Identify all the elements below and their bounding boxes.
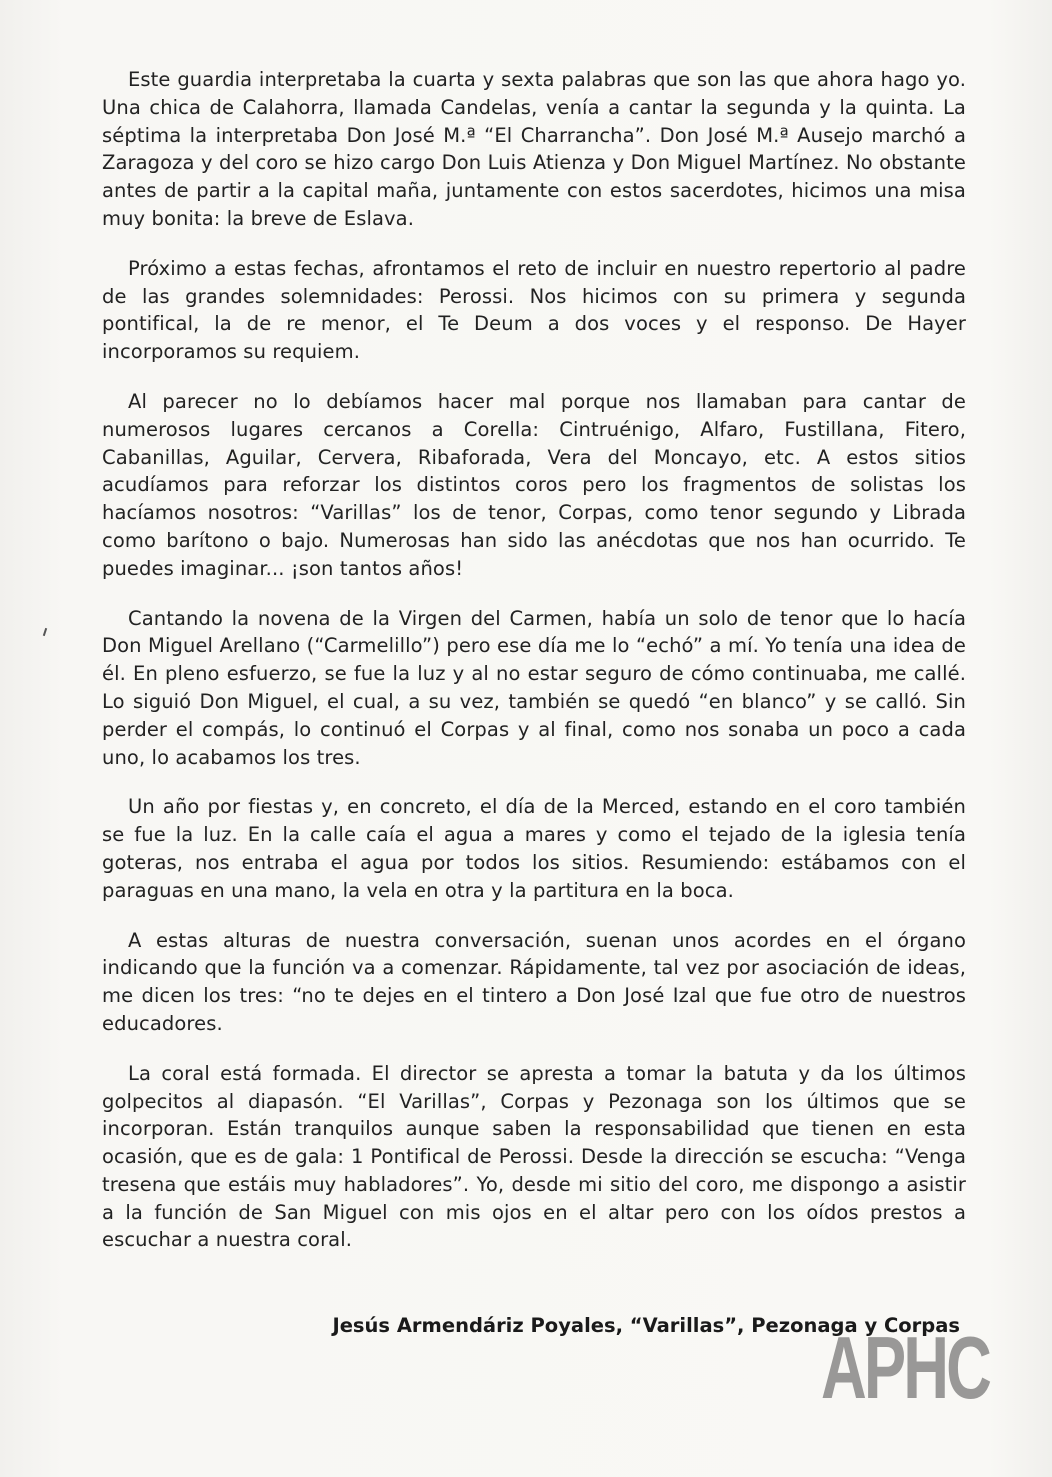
paragraph-2: Próximo a estas fechas, afrontamos el reto de incluir en nuestro repertorio al padre de las grandes solemnidades: Perossi. Nos hicimos con su primera y segunda pontifical, la de re menor, el Te Deum a dos voces y el responso. De Hayer incorporamos su requiem. xyxy=(102,256,966,364)
article-body xyxy=(102,66,966,1276)
paragraph-6: A estas alturas de nuestra conversación, suenan unos acordes en el órgano indicando que la función va a comenzar. Rápidamente, tal vez por asociación de ideas, me dicen los tres: “no te dejes en el tintero a Don José Izal que fue otro de nuestros educadores. xyxy=(102,928,966,1035)
paragraph-5: Un año por fiestas y, en concreto, el día de la Merced, estando en el coro también se fue la luz. En la calle caía el agua a mares y como el tejado de la iglesia tenía goteras, nos entraba el agua por todos los sitios. Resumiendo: estábamos con el paraguas en una mano, la vela en otra y la partitura en la boca. xyxy=(102,795,966,902)
author-signature: Jesús Armendáriz Poyales, “Varillas”, Pezonaga y Corpas xyxy=(332,1314,960,1337)
paragraph-1: Este guardia interpretaba la cuarta y sexta palabras que son las que ahora hago yo. Una chica de Calahorra, llamada Candelas, venía a cantar la segunda y la quinta. La séptima la interpretaba Don José M.ª “El Charrancha”. Don José M.ª Ausejo marchó a Zaragoza y del coro se hizo cargo Don Luis Atienza y Don Miguel Martínez. No obstante antes de partir a la capital maña, juntamente con estos sacerdotes, hicimos una misa muy bonita: la breve de Eslava. xyxy=(102,68,966,230)
paragraph-7: La coral está formada. El director se apresta a tomar la batuta y da los últimos golpecitos al diapasón. “El Varillas”, Corpas y Pezonaga son los últimos que se incorporan. Están tranquilos aunque saben la responsabilidad que tienen en esta ocasión, que es de gala: 1 Pontifical de Perossi. Desde la dirección se escucha: “Venga tresena que estáis muy habladores”. Yo, desde mi sitio del coro, me dispongo a asistir a la función de San Miguel con mis ojos en el altar pero con los oídos prestos a escuchar a nuestra coral. xyxy=(102,1061,966,1252)
paragraph-3: Al parecer no lo debíamos hacer mal porque nos llamaban para cantar de numerosos lugares cercanos a Corella: Cintruénigo, Alfaro, Fustillana, Fitero, Cabanillas, Aguilar, Cervera, Ribaforada, Vera del Moncayo, etc. A estos sitios acudíamos para reforzar los distintos coros pero los fragmentos de solistas los hacíamos nosotros: “Varillas” los de tenor, Corpas, como tenor segundo y Librada como barítono o bajo. Numerosas han sido las anécdotas que nos han ocurrido. Te puedes imaginar... ¡son tantos años! xyxy=(102,389,966,580)
aphc-watermark: APHC xyxy=(820,1318,990,1417)
margin-mark xyxy=(43,628,47,636)
paragraph-4: Cantando la novena de la Virgen del Carmen, había un solo de tenor que lo hacía Don Miguel Arellano (“Carmelillo”) pero ese día me lo “echó” a mí. Yo tenía una idea de él. En pleno esfuerzo, se fue la luz y al no estar seguro de cómo continuaba, me callé. Lo siguió Don Miguel, el cual, a su vez, también se quedó “en blanco” y se calló. Sin perder el compás, lo continuó el Corpas y al final, como nos sonaba un poco a cada uno, lo acabamos los tres. xyxy=(102,606,966,769)
